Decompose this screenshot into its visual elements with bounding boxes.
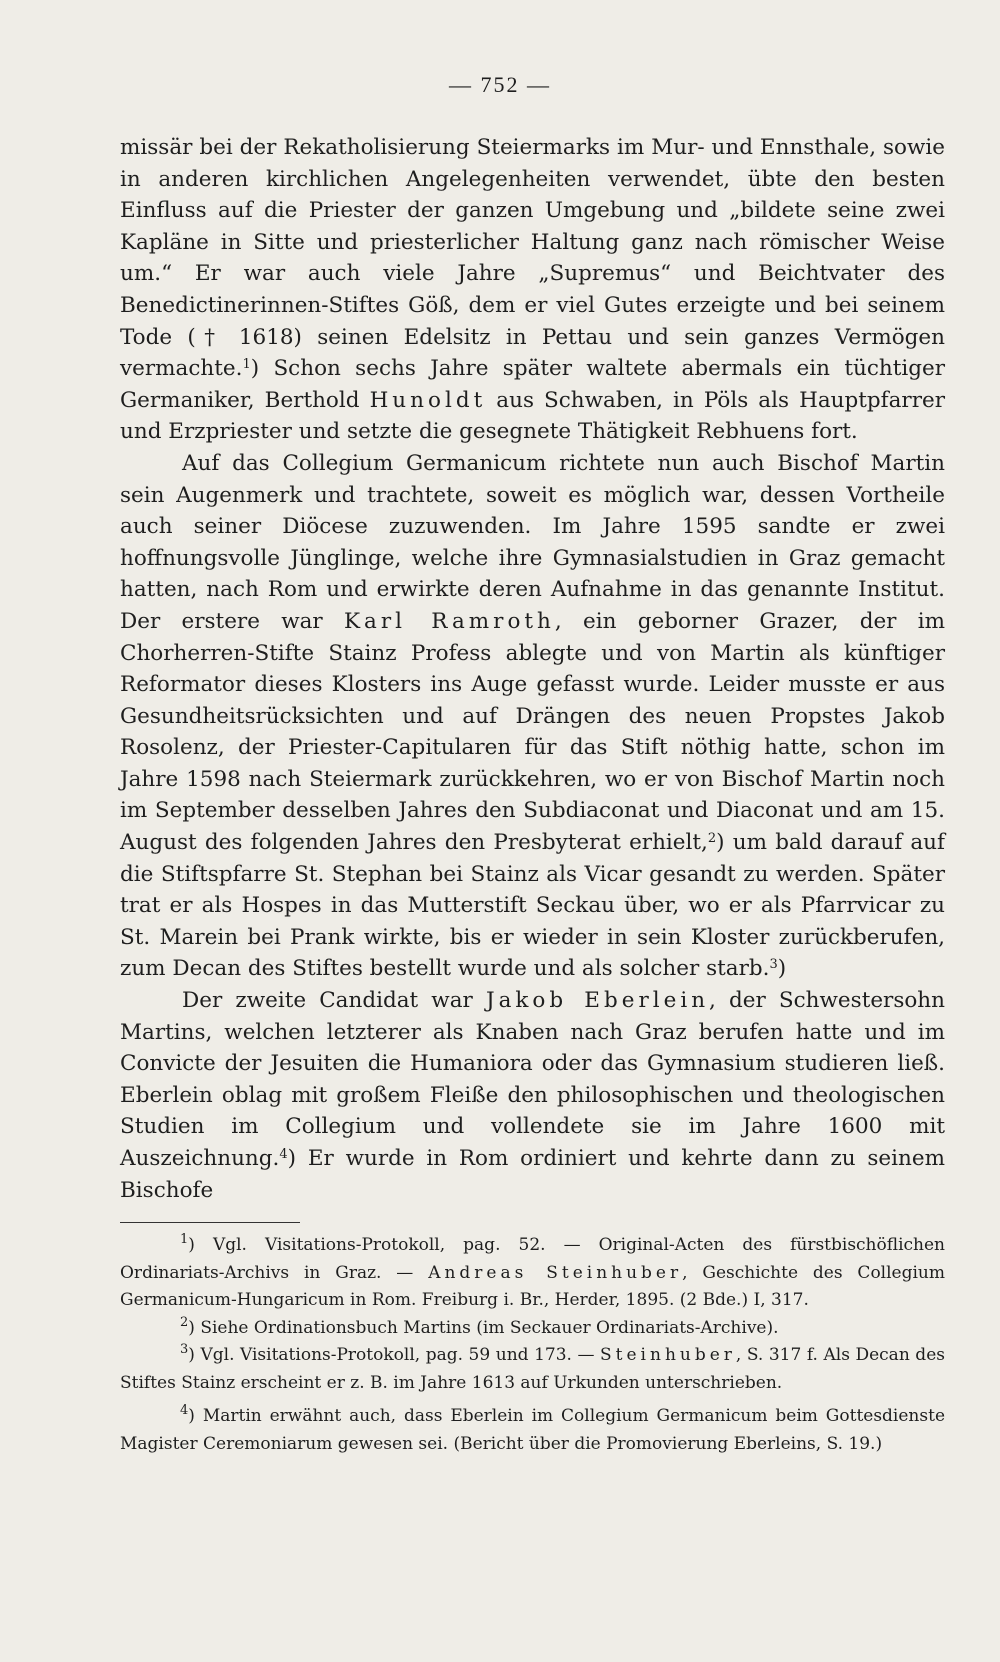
- person-name: Jakob Eberlein: [485, 988, 710, 1014]
- footnote-divider: [120, 1222, 300, 1223]
- main-text: [120, 132, 945, 1206]
- text-run: Er wurde in Rom ordiniert und kehrte dann zu seinem Bischofe: [120, 1146, 945, 1203]
- paragraph-3: Der zweite Candidat war Jakob Eberlein, der Schwestersohn Martins, welchen letzterer als Knaben nach Graz berufen hatte und im Convicte der Jesuiten die Humaniora oder das Gymnasium studieren ließ. Eberlein oblag mit großem Fleiße den philosophischen und theologischen Studien im Collegium und vollendete sie im Jahre 1600 mit Auszeichnung.$^4$) Er wurde in Rom ordiniert und kehrte dann zu seinem Bischofe: [120, 988, 946, 1203]
- footnote-text: Vgl. Visitations-Protokoll, pag. 59 und 173. —: [194, 1345, 601, 1365]
- footnote-mark: 4: [180, 1403, 189, 1418]
- person-name: Hunoldt: [369, 387, 487, 413]
- paragraph-2: Auf das Collegium Germanicum richtete nun auch Bischof Martin sein Augenmerk und trachtete, soweit es möglich war, dessen Vortheile auch seiner Diöcese zuzuwenden. Im Jahre 1595 sandte er zwei hoffnungsvolle Jünglinge, welche ihre Gymnasialstudien in Graz gemacht hatten, nach Rom und erwirkte deren Aufnahme in das genannte Institut. Der erstere war Karl Ramroth, ein geborner Grazer, der im Chorherren-Stifte Stainz Profess ablegte und von Martin als künftiger Reformator dieses Klosters ins Auge gefasst wurde. Leider musste er aus Gesundheitsrücksichten und auf Drängen des neuen Propstes Jakob Rosolenz, der Priester-Capitularen für das Stift nöthig hatte, schon im Jahre 1598 nach Steiermark zurückkehren, wo er von Bischof Martin noch im September desselben Jahres den Subdiaconat und Diaconat und am 15. August des folgenden Jahres den Presbyterat erhielt,$^2$) um bald darauf auf die Stiftspfarre St. Stephan bei Stainz als Vicar gesandt zu werden. Später trat er als Hospes in das Mutterstift Seckau über, wo er als Pfarrvicar zu St. Marein bei Prank wirkte, bis er wieder in sein Kloster zurückberufen, zum Decan des Stiftes bestellt wurde und als solcher starb.$^3$): [120, 450, 946, 982]
- footnote-mark: 3: [180, 1342, 189, 1357]
- footnote-3: $^3$) Vgl. Visitations-Protokoll, pag. 59 und 173. — Steinhuber, S. 317 f. Als Decan des Stiftes Stainz erscheint er z. B. im Jahre 1613 auf Urkunden unterschrieben.: [120, 1342, 945, 1393]
- footnote-1: $^1$) Vgl. Visitations-Protokoll, pag. 52. — Original-Acten des fürstbischöflichen Ordinariats-Archivs in Graz. — Andreas Steinhuber, Geschichte des Collegium Germanicum-Hungaricum in Rom. Freiburg i. Br., Herder, 1895. (2 Bde.) I, 317.: [120, 1232, 945, 1310]
- footnote-mark: 1: [180, 1232, 189, 1247]
- footnote-ref-2[interactable]: 2: [707, 831, 717, 847]
- footnote-mark: 2: [180, 1314, 189, 1330]
- footnote-text: Vgl. Visitations-Protokoll, pag. 52. — Original-Acten des fürstbischöflichen Ordinariats-Archivs in Graz. —: [120, 1235, 945, 1283]
- footnote-text: , Geschichte des Collegium Germanicum-Hungaricum in Rom. Freiburg i. Br., Herder, 1895. (2 Bde.) I, 317.: [120, 1262, 945, 1310]
- footnote-ref-1[interactable]: 1: [242, 357, 251, 373]
- text-run: , ein geborner Grazer, der im Chorherren-Stifte Stainz Profess ablegte und von Martin als künftiger Reformator dieses Klosters ins Auge gefasst wurde. Leider musste er aus Gesundheitsrücksichten und auf Drängen des neuen Propstes Jakob Rosolenz, der Priester-Capitularen für das Stift nöthig hatte, schon im Jahre 1598 nach Steiermark zurückkehren, wo er von Bischof Martin noch im September desselben Jahres den Subdiaconat und Diaconat und am 15. August des folgenden Jahres den Presbyterat erhielt,: [120, 608, 946, 856]
- text-run: Der zweite Candidat war: [182, 988, 486, 1014]
- footnote-2: $^2$) Siehe Ordinationsbuch Martins (im Seckauer Ordinariats-Archive).: [180, 1314, 779, 1338]
- person-name: Karl Ramroth: [343, 608, 555, 634]
- footnote-text: , S. 317 f. Als Decan des Stiftes Stainz erscheint er z. B. im Jahre 1613 auf Urkunden unterschrieben.: [120, 1345, 945, 1393]
- text-run: missär bei der Rekatholisierung Steiermarks im Mur- und Ennsthale, sowie in anderen kirchlichen Angelegenheiten verwendet, übte den besten Einfluss auf die Priester der ganzen Umgebung und „bildete seine zwei Kapläne in Sitte und priesterlicher Haltung ganz nach römischer Weise um.“ Er war auch viele Jahre „Supremus“ und Beichtvater des Benedictinerinnen-Stiftes Göß, dem er viel Gutes erzeigte und bei seinem Tode († 1618) seinen Edelsitz in Pettau und sein ganzes Vermögen vermachte.: [120, 135, 945, 382]
- text-run: Auf das Collegium Germanicum richtete nun auch Bischof Martin sein Augenmerk und trachtete, soweit es möglich war, dessen Vortheile auch seiner Diöcese zuzuwenden. Im Jahre 1595 sandte er zwei hoffnungsvolle Jünglinge, welche ihre Gymnasialstudien in Graz gemacht hatten, nach Rom und erwirkte deren Aufnahme in das genannte Institut. Der erstere war: [120, 450, 945, 634]
- text-run: aus Schwaben, in Pöls als Hauptpfarrer und Erzpriester und setzte die gesegnete Thätigkeit Rebhuens fort.: [120, 387, 945, 445]
- footnote-4: $^4$) Martin erwähnt auch, dass Eberlein im Collegium Germanicum beim Gottesdienste Magister Ceremoniarum gewesen sei. (Bericht über die Promovierung Eberleins, S. 19.): [120, 1403, 945, 1454]
- footnote-text: Siehe Ordinationsbuch Martins (im Seckauer Ordinariats-Archive).: [194, 1317, 779, 1338]
- text-run: Schon sechs Jahre später waltete abermals ein tüchtiger Germaniker, Berthold: [120, 356, 945, 413]
- footnote-text: Martin erwähnt auch, dass Eberlein im Collegium Germanicum beim Gottesdienste Magister Ceremoniarum gewesen sei. (Bericht über die Promovierung Eberleins, S. 19.): [120, 1406, 945, 1454]
- text-run: um bald darauf auf die Stiftspfarre St. Stephan bei Stainz als Vicar gesandt zu werden. Später trat er als Hospes in das Mutterstift Seckau über, wo er als Pfarrvicar zu St. Marein bei Prank wirkte, bis er wieder in sein Kloster zurückberufen, zum Decan des Stiftes bestellt wurde und als solcher starb.: [120, 830, 945, 982]
- footnote-ref-4[interactable]: 4: [279, 1147, 288, 1162]
- paragraph-1: missär bei der Rekatholisierung Steiermarks im Mur- und Ennsthale, sowie in anderen kirchlichen Angelegenheiten verwendet, übte den besten Einfluss auf die Priester der ganzen Umgebung und „bildete seine zwei Kapläne in Sitte und priesterlicher Haltung ganz nach römischer Weise um.“ Er war auch viele Jahre „Supremus“ und Beichtvater des Benedictinerinnen-Stiftes Göß, dem er viel Gutes erzeigte und bei seinem Tode († 1618) seinen Edelsitz in Pettau und sein ganzes Vermögen vermachte.$^1$) Schon sechs Jahre später waltete abermals ein tüchtiger Germaniker, Berthold Hunoldt aus Schwaben, in Pöls als Hauptpfarrer und Erzpriester und setzte die gesegnete Thätigkeit Rebhuens fort.: [120, 135, 945, 445]
- footnotes: [120, 1232, 945, 1458]
- person-name: Andreas Steinhuber: [428, 1262, 683, 1283]
- page-number: — 752 —: [449, 72, 551, 97]
- footnote-ref-3[interactable]: 3: [769, 957, 778, 973]
- person-name: Steinhuber: [600, 1345, 736, 1365]
- text-run: , der Schwestersohn Martins, welchen letzterer als Knaben nach Graz berufen hatte und im Convicte der Jesuiten die Humaniora oder das Gymnasium studieren ließ. Eberlein oblag mit großem Fleiße den philosophischen und theologischen Studien im Collegium und vollendete sie im Jahre 1600 mit Auszeichnung.: [120, 988, 946, 1171]
